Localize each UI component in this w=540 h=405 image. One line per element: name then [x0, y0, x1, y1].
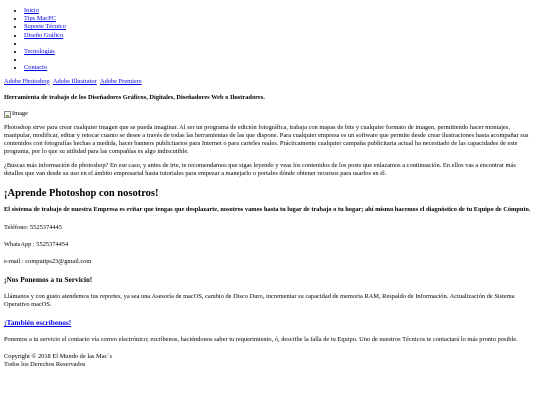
- footer: [4, 353, 536, 369]
- nav-link-contacto[interactable]: Contacto: [24, 64, 48, 72]
- footer-rights: Todos los Derechos Reservados: [4, 360, 86, 368]
- subnav-link-premiere[interactable]: Adobe Premiere: [99, 77, 142, 85]
- nav-link-inicio[interactable]: Inicio: [24, 7, 39, 14]
- article-image: [4, 110, 536, 119]
- nav-item-contacto: [24, 64, 536, 72]
- nav-item-tips: [24, 15, 536, 23]
- learn-title: ¡Aprende Photoshop con nosotros!: [4, 188, 159, 199]
- write-title-link[interactable]: ¡También escríbenos!: [4, 318, 72, 328]
- write-title: [4, 318, 536, 327]
- nav-link-diseno[interactable]: Diseño Gráfico: [24, 31, 64, 39]
- subnav-link-photoshop[interactable]: Adobe Photoshop: [4, 77, 50, 85]
- broken-image-icon: [4, 111, 11, 118]
- nav-item-empty-1: [24, 40, 536, 48]
- nav-item-inicio: [24, 7, 536, 15]
- nav-link-soporte[interactable]: Soporte Técnico: [24, 23, 66, 31]
- article-paragraph-2: ¿Buscas más información de photoshop? En ese caso, y antes de irte, te recomendamos que sigas leyendo y veas los contenidos de los posts que enlazamos a continuación. En ellos vas a encontrar más detalles que van desde su uso en el ámbito empresarial hasta tutoriales para empezar a manejarlo o portales dónde obtener recursos para usarlos en él.: [4, 161, 516, 177]
- write-text: Ponemos a tu servicio el contacto vía correo electrónico; escríbenos, haciéndonos saber tu requerimiento, ó, describe la falla de tu Equipo. Uno de nuestros Técnicos te contactará lo más pronto posible.: [4, 335, 518, 343]
- learn-description: El sistema de trabajo de nuestra Empresa es evitar que tengas que desplazarte, nosotros vamos hasta tu lugar de trabajo o tu hogar; ahí mismo hacemos el diagnóstico de tu Equipo de Cómputo.: [4, 206, 531, 214]
- contact-email: e-mail : computips23@gmail.com: [4, 258, 92, 265]
- nav-item-soporte: [24, 23, 536, 31]
- sub-nav: [4, 78, 536, 86]
- article-paragraph-1: Photoshop sirve para crear cualquier imagen que se pueda imaginar. Al ser un programa de edición fotográfica, trabaja con mapas de bits y cualquier formato de imagen, permitiendo hacer montajes, manipular, modificar, editar y retocar cuanto se desee a través de todas las herramientas de las que dispone. Para cualquier empresa es un software que permite desde crear ilustraciones hasta acompañar sus contenidos con fotografías hechas a medida, hacer banners publicitarios para Internet o para carteles reales. Prácticamente cualquier campaña publicitaria actual ha necesitado de las capacidades de este programa, por lo que su utilidad para las compañías es algo indiscutible.: [4, 123, 529, 156]
- nav-item-diseno: [24, 32, 536, 40]
- nav-link-tecnologias[interactable]: Tecnologías: [24, 47, 55, 55]
- footer-copyright: Copyright © 2018 El Mundo de las Mac´s: [4, 352, 112, 360]
- contact-whatsapp: WhatsApp : 5525374454: [4, 240, 69, 248]
- article-headline: Herramienta de trabajo de los Diseñadores Gráficos, Digitales, Diseñadores Web o Ilustradores.: [4, 93, 265, 101]
- main-nav: [4, 7, 536, 73]
- nav-item-tecnologias: [24, 48, 536, 56]
- nav-item-empty-2: [24, 56, 536, 64]
- image-alt-text: Image: [12, 110, 28, 118]
- service-text: Llámanos y con gusto atendemos tus reportes, ya sea una Asesoría de macOS, cambio de Disco Duro, incrementar su capacidad de memoria RAM, Respaldo de Información. Actualización de Sistema Operativo macOS.: [4, 292, 515, 308]
- service-title: ¡Nos Ponemos a tu Servicio!: [4, 275, 93, 285]
- subnav-link-illustrator[interactable]: Adobe Illustrator: [52, 77, 97, 85]
- nav-link-tips[interactable]: Tips MacPC: [24, 15, 56, 23]
- contact-phone: Teléfono: 5525374445: [4, 223, 62, 231]
